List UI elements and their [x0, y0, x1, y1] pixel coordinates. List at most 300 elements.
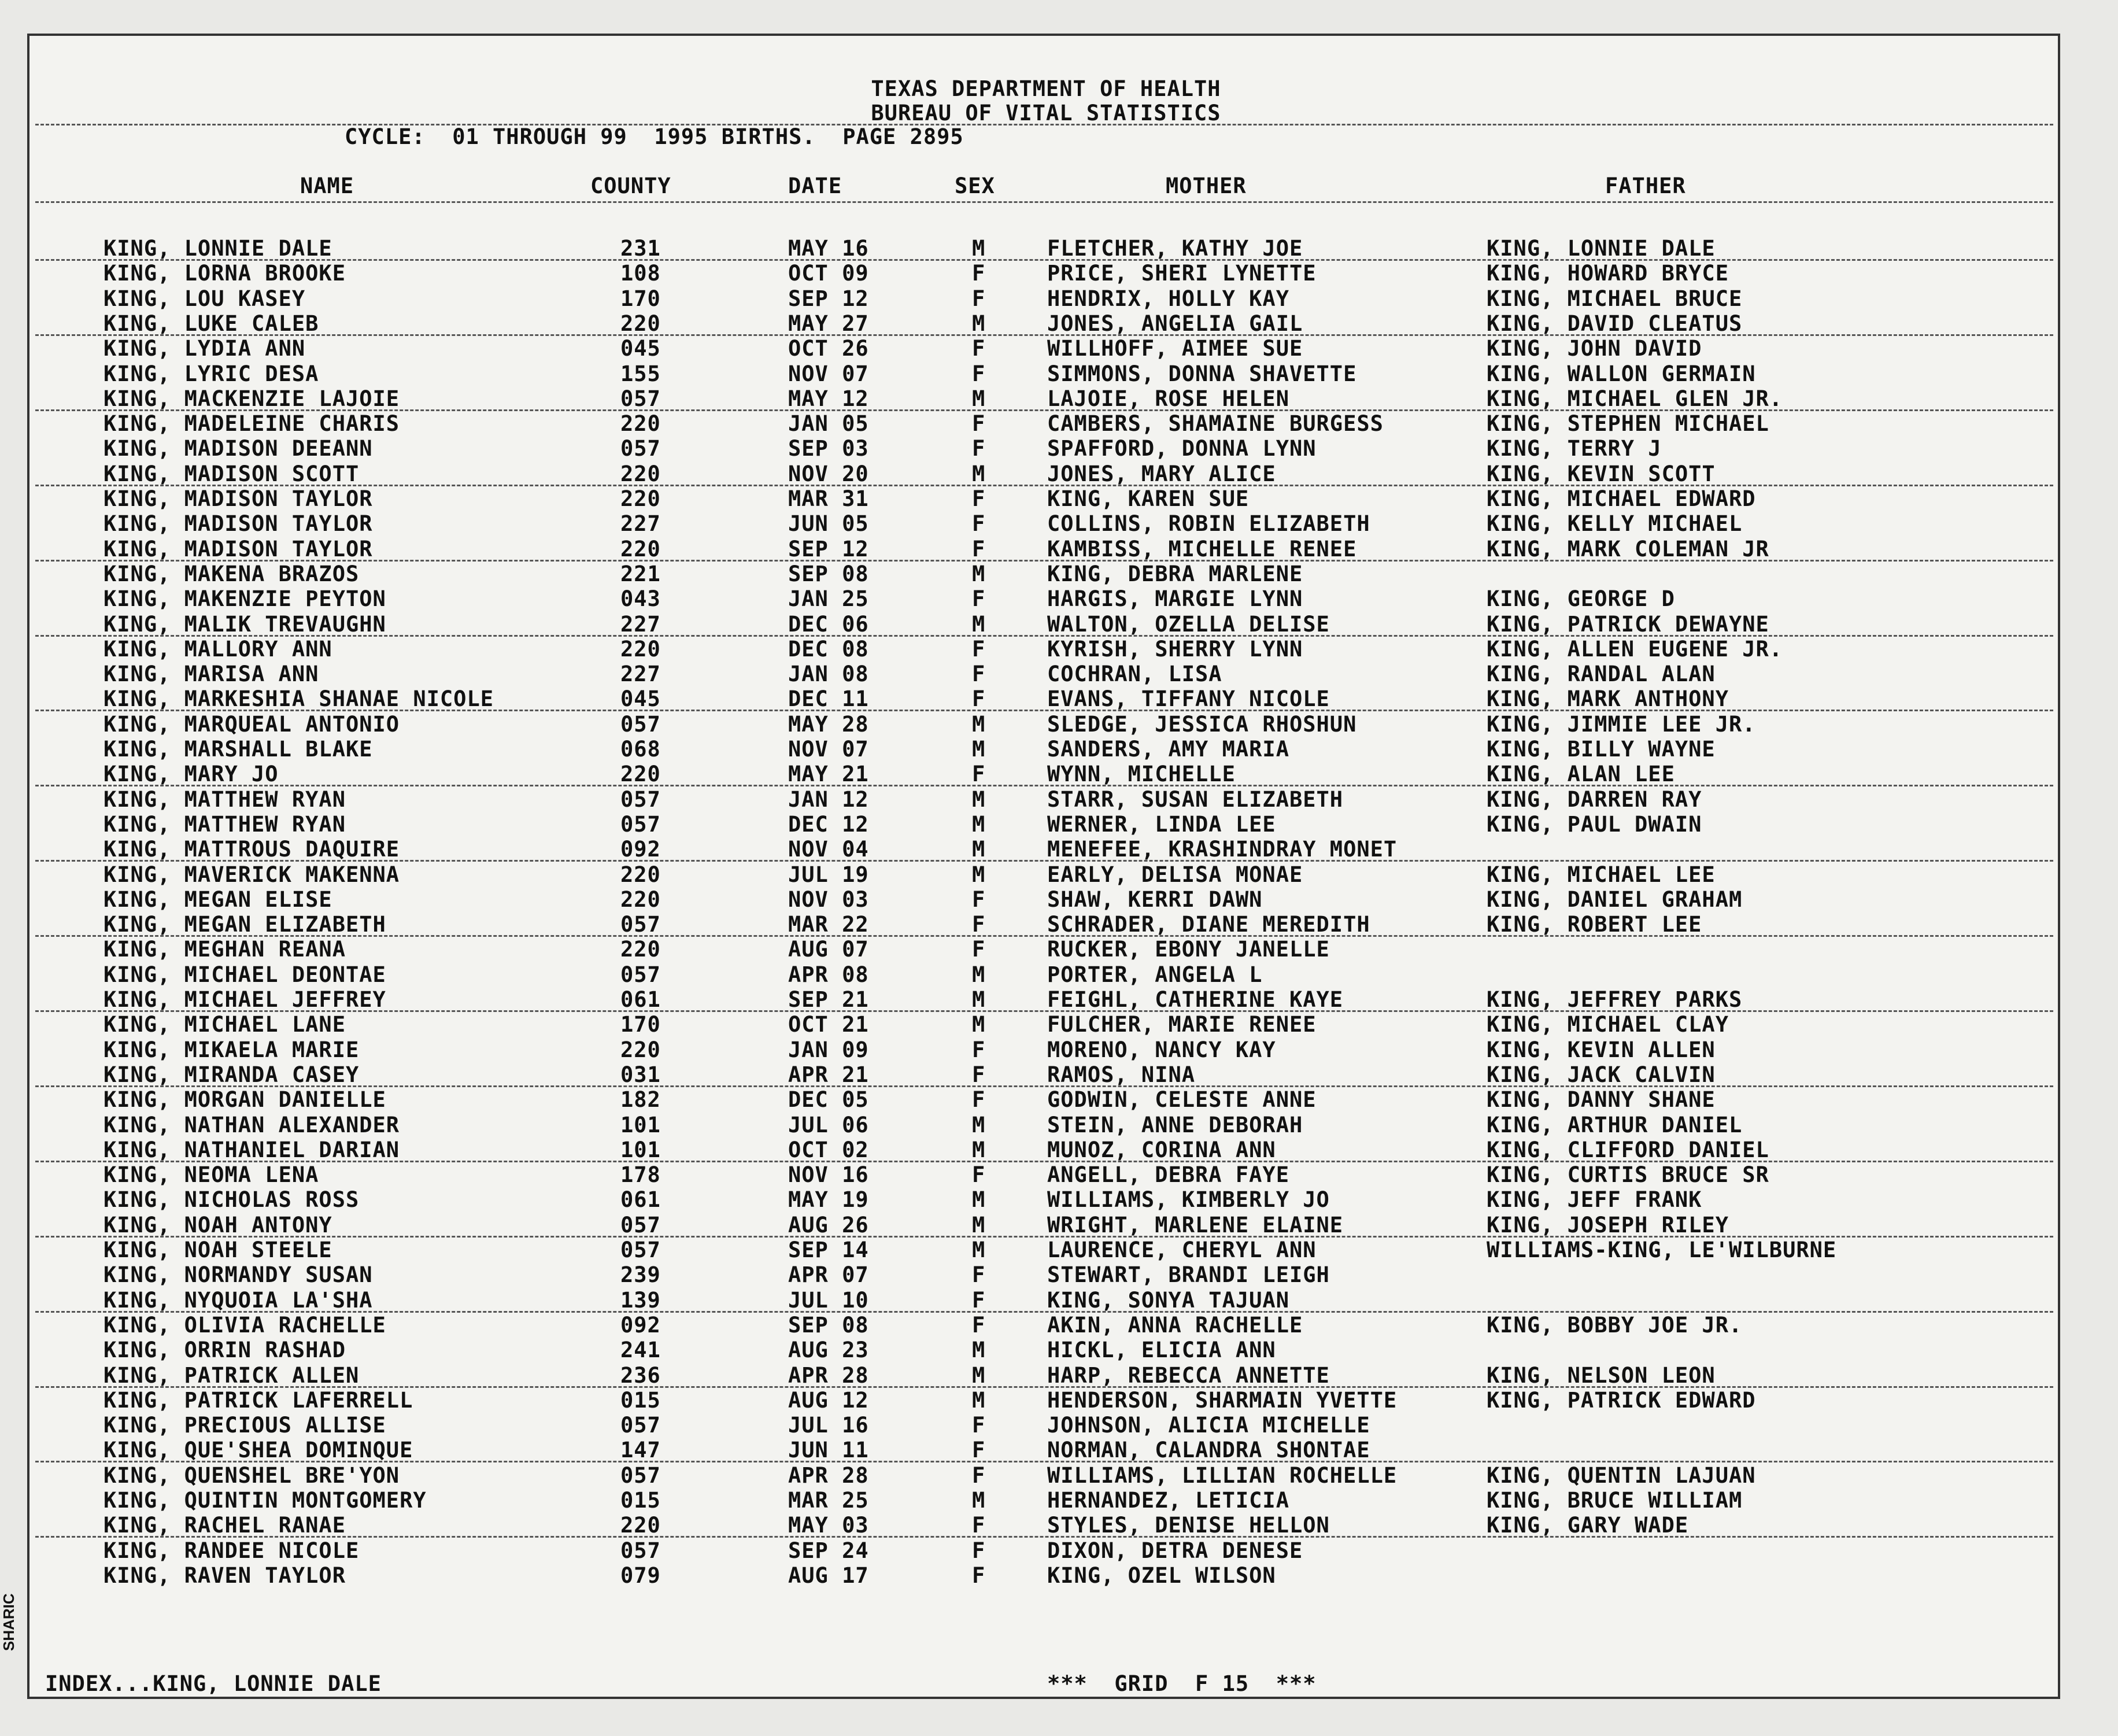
- record-father: KING, JACK CALVIN: [1487, 1062, 1716, 1087]
- column-header-father: FATHER: [1605, 173, 1686, 198]
- record-row: [29, 1037, 2062, 1062]
- record-sex: M: [972, 1137, 986, 1162]
- record-mother: WYNN, MICHELLE: [1047, 762, 1236, 787]
- record-row: [29, 1438, 2062, 1462]
- record-date: OCT 26: [788, 336, 869, 361]
- index-footer: INDEX...KING, LONNIE DALE: [45, 1671, 382, 1696]
- record-name: KING, MICHAEL LANE: [104, 1012, 346, 1037]
- record-row: [29, 737, 2062, 762]
- record-sex: M: [972, 811, 986, 837]
- record-name: KING, LYRIC DESA: [104, 361, 319, 386]
- record-father: KING, JEFF FRANK: [1487, 1187, 1702, 1213]
- record-name: KING, QUINTIN MONTGOMERY: [104, 1488, 427, 1513]
- record-sex: F: [972, 511, 986, 537]
- record-mother: JONES, MARY ALICE: [1047, 461, 1276, 486]
- record-name: KING, LYDIA ANN: [104, 336, 306, 361]
- record-father: KING, MARK ANTHONY: [1487, 686, 1729, 712]
- record-name: KING, MORGAN DANIELLE: [104, 1087, 386, 1113]
- record-sex: F: [972, 286, 986, 311]
- record-mother: MENEFEE, KRASHINDRAY MONET: [1047, 837, 1398, 862]
- record-father: KING, MICHAEL BRUCE: [1487, 286, 1743, 311]
- record-date: NOV 04: [788, 837, 869, 862]
- record-father: KING, DANIEL GRAHAM: [1487, 887, 1743, 912]
- record-row: [29, 486, 2062, 511]
- record-name: KING, MEGAN ELISE: [104, 887, 332, 912]
- record-sex: F: [972, 1287, 986, 1313]
- record-sex: M: [972, 311, 986, 336]
- record-date: NOV 03: [788, 887, 869, 912]
- column-header-date: DATE: [788, 173, 842, 198]
- record-sheet: [27, 34, 2060, 1699]
- record-mother: KING, SONYA TAJUAN: [1047, 1287, 1289, 1313]
- record-county: 057: [620, 711, 661, 737]
- record-county: 178: [620, 1162, 661, 1188]
- record-county: 220: [620, 887, 661, 912]
- record-county: 108: [620, 261, 661, 286]
- record-mother: SLEDGE, JESSICA RHOSHUN: [1047, 711, 1357, 737]
- record-county: 155: [620, 361, 661, 386]
- record-county: 220: [620, 1037, 661, 1062]
- record-father: KING, BRUCE WILLIAM: [1487, 1488, 1743, 1513]
- record-row: [29, 436, 2062, 461]
- record-name: KING, MIKAELA MARIE: [104, 1037, 360, 1062]
- record-name: KING, MADELEINE CHARIS: [104, 411, 400, 437]
- record-county: 057: [620, 786, 661, 812]
- record-name: KING, LONNIE DALE: [104, 236, 332, 261]
- record-county: 220: [620, 862, 661, 887]
- record-date: APR 28: [788, 1462, 869, 1488]
- record-name: KING, MARY JO: [104, 762, 279, 787]
- record-name: KING, MADISON DEEANN: [104, 436, 373, 461]
- record-county: 057: [620, 386, 661, 411]
- record-row: [29, 461, 2062, 486]
- record-county: 057: [620, 1413, 661, 1438]
- record-mother: KYRISH, SHERRY LYNN: [1047, 636, 1303, 662]
- record-date: JUL 06: [788, 1112, 869, 1137]
- record-row: [29, 1413, 2062, 1438]
- record-father: KING, JEFFREY PARKS: [1487, 987, 1743, 1012]
- header-divider: [35, 201, 2053, 203]
- record-date: OCT 21: [788, 1012, 869, 1037]
- record-county: 057: [620, 436, 661, 461]
- record-row: [29, 1062, 2062, 1087]
- record-county: 015: [620, 1387, 661, 1413]
- record-name: KING, RAVEN TAYLOR: [104, 1563, 346, 1588]
- record-mother: STEWART, BRANDI LEIGH: [1047, 1262, 1330, 1288]
- record-name: KING, MATTHEW RYAN: [104, 811, 346, 837]
- record-mother: STEIN, ANNE DEBORAH: [1047, 1112, 1303, 1137]
- record-name: KING, MARISA ANN: [104, 662, 319, 687]
- record-county: 220: [620, 411, 661, 437]
- record-name: KING, NATHANIEL DARIAN: [104, 1137, 400, 1162]
- record-name: KING, MARKESHIA SHANAE NICOLE: [104, 686, 494, 712]
- record-mother: MORENO, NANCY KAY: [1047, 1037, 1276, 1062]
- record-date: OCT 02: [788, 1137, 869, 1162]
- record-county: 092: [620, 1312, 661, 1338]
- record-sex: M: [972, 837, 986, 862]
- record-father: KING, DANNY SHANE: [1487, 1087, 1716, 1113]
- record-date: NOV 07: [788, 737, 869, 762]
- record-date: APR 28: [788, 1362, 869, 1388]
- record-name: KING, NOAH ANTONY: [104, 1212, 332, 1238]
- record-date: JAN 09: [788, 1037, 869, 1062]
- record-name: KING, MARQUEAL ANTONIO: [104, 711, 400, 737]
- record-county: 101: [620, 1112, 661, 1137]
- record-date: MAY 28: [788, 711, 869, 737]
- record-name: KING, NORMANDY SUSAN: [104, 1262, 373, 1288]
- record-county: 170: [620, 286, 661, 311]
- record-row: [29, 1563, 2062, 1588]
- record-name: KING, NEOMA LENA: [104, 1162, 319, 1188]
- record-row: [29, 1162, 2062, 1187]
- record-county: 045: [620, 686, 661, 712]
- record-sex: F: [972, 586, 986, 612]
- record-name: KING, MEGHAN REANA: [104, 937, 346, 962]
- record-sex: M: [972, 1112, 986, 1137]
- record-mother: GODWIN, CELESTE ANNE: [1047, 1087, 1317, 1113]
- record-date: MAY 12: [788, 386, 869, 411]
- record-row: [29, 912, 2062, 937]
- record-name: KING, MALIK TREVAUGHN: [104, 611, 386, 637]
- record-sex: F: [972, 887, 986, 912]
- record-sex: F: [972, 1462, 986, 1488]
- record-county: 139: [620, 1287, 661, 1313]
- record-mother: SANDERS, AMY MARIA: [1047, 737, 1289, 762]
- record-mother: DIXON, DETRA DENESE: [1047, 1538, 1303, 1563]
- record-sex: F: [972, 411, 986, 437]
- record-father: KING, KEVIN SCOTT: [1487, 461, 1716, 486]
- record-sex: F: [972, 1087, 986, 1113]
- record-name: KING, MATTROUS DAQUIRE: [104, 837, 400, 862]
- record-date: MAR 31: [788, 486, 869, 511]
- record-date: AUG 07: [788, 937, 869, 962]
- record-date: AUG 12: [788, 1387, 869, 1413]
- record-sex: F: [972, 436, 986, 461]
- record-mother: KING, OZEL WILSON: [1047, 1563, 1276, 1588]
- record-row: [29, 1363, 2062, 1388]
- record-father: KING, BOBBY JOE JR.: [1487, 1312, 1743, 1338]
- record-date: DEC 11: [788, 686, 869, 712]
- record-mother: WILLIAMS, LILLIAN ROCHELLE: [1047, 1462, 1398, 1488]
- record-row: [29, 1113, 2062, 1137]
- record-mother: RUCKER, EBONY JANELLE: [1047, 937, 1330, 962]
- record-county: 045: [620, 336, 661, 361]
- record-mother: RAMOS, NINA: [1047, 1062, 1196, 1087]
- record-sex: F: [972, 686, 986, 712]
- record-sex: F: [972, 912, 986, 937]
- record-father: KING, NELSON LEON: [1487, 1362, 1716, 1388]
- record-father: KING, MICHAEL EDWARD: [1487, 486, 1756, 511]
- record-row: [29, 562, 2062, 586]
- record-date: OCT 09: [788, 261, 869, 286]
- record-row: [29, 1262, 2062, 1287]
- record-father: KING, ALAN LEE: [1487, 762, 1675, 787]
- record-sex: F: [972, 1563, 986, 1588]
- record-row: [29, 286, 2062, 311]
- record-mother: PORTER, ANGELA L: [1047, 962, 1263, 987]
- record-mother: HARP, REBECCA ANNETTE: [1047, 1362, 1330, 1388]
- record-row: [29, 662, 2062, 686]
- record-father: KING, HOWARD BRYCE: [1487, 261, 1729, 286]
- record-date: SEP 08: [788, 1312, 869, 1338]
- bureau-title: BUREAU OF VITAL STATISTICS: [871, 101, 1221, 125]
- record-date: JUL 19: [788, 862, 869, 887]
- record-county: 220: [620, 937, 661, 962]
- record-father: KING, ALLEN EUGENE JR.: [1487, 636, 1783, 662]
- record-date: JAN 25: [788, 586, 869, 612]
- record-row: [29, 937, 2062, 962]
- record-father: KING, BILLY WAYNE: [1487, 737, 1716, 762]
- record-name: KING, MATTHEW RYAN: [104, 786, 346, 812]
- record-mother: WILLIAMS, KIMBERLY JO: [1047, 1187, 1330, 1213]
- record-row: [29, 1338, 2062, 1362]
- record-mother: KAMBISS, MICHELLE RENEE: [1047, 536, 1357, 562]
- record-mother: HENDERSON, SHARMAIN YVETTE: [1047, 1387, 1398, 1413]
- record-name: KING, ORRIN RASHAD: [104, 1338, 346, 1363]
- record-father: KING, DAVID CLEATUS: [1487, 311, 1743, 336]
- record-mother: AKIN, ANNA RACHELLE: [1047, 1312, 1303, 1338]
- column-header-sex: SEX: [955, 173, 995, 198]
- side-label: SHARIC: [0, 1593, 17, 1651]
- record-row: [29, 537, 2062, 562]
- record-county: 061: [620, 1187, 661, 1213]
- record-father: KING, MARK COLEMAN JR: [1487, 536, 1769, 562]
- record-date: SEP 21: [788, 987, 869, 1012]
- record-mother: EARLY, DELISA MONAE: [1047, 862, 1303, 887]
- record-row: [29, 1388, 2062, 1413]
- record-name: KING, OLIVIA RACHELLE: [104, 1312, 386, 1338]
- record-row: [29, 1213, 2062, 1238]
- record-sex: M: [972, 1012, 986, 1037]
- record-sex: M: [972, 1238, 986, 1262]
- record-sex: F: [972, 1062, 986, 1087]
- record-mother: WERNER, LINDA LEE: [1047, 811, 1276, 837]
- department-title: TEXAS DEPARTMENT OF HEALTH: [871, 76, 1221, 101]
- record-date: SEP 12: [788, 536, 869, 562]
- record-sex: F: [972, 1037, 986, 1062]
- record-mother: JOHNSON, ALICIA MICHELLE: [1047, 1413, 1370, 1438]
- record-father: KING, STEPHEN MICHAEL: [1487, 411, 1769, 437]
- record-mother: COLLINS, ROBIN ELIZABETH: [1047, 511, 1370, 537]
- record-sex: F: [972, 336, 986, 361]
- record-county: 147: [620, 1438, 661, 1463]
- record-county: 057: [620, 912, 661, 937]
- record-sex: F: [972, 762, 986, 787]
- record-sex: F: [972, 1438, 986, 1463]
- record-date: DEC 05: [788, 1087, 869, 1113]
- record-sex: M: [972, 1187, 986, 1213]
- record-date: AUG 23: [788, 1338, 869, 1363]
- record-father: KING, CLIFFORD DANIEL: [1487, 1137, 1769, 1162]
- record-father: KING, PAUL DWAIN: [1487, 811, 1702, 837]
- record-sex: F: [972, 536, 986, 562]
- record-county: 220: [620, 636, 661, 662]
- grid-footer: *** GRID F 15 ***: [1047, 1671, 1317, 1696]
- record-county: 227: [620, 662, 661, 687]
- record-father: KING, GARY WADE: [1487, 1513, 1689, 1538]
- record-father: WILLIAMS-KING, LE'WILBURNE: [1487, 1238, 1837, 1262]
- record-mother: PRICE, SHERI LYNETTE: [1047, 261, 1317, 286]
- record-county: 057: [620, 1462, 661, 1488]
- record-row: [29, 1463, 2062, 1488]
- record-mother: NORMAN, CALANDRA SHONTAE: [1047, 1438, 1370, 1463]
- record-sex: M: [972, 786, 986, 812]
- record-name: KING, PRECIOUS ALLISE: [104, 1413, 386, 1438]
- record-row: [29, 511, 2062, 536]
- record-row: [29, 1137, 2062, 1162]
- record-date: SEP 12: [788, 286, 869, 311]
- record-date: MAY 16: [788, 236, 869, 261]
- record-name: KING, LOU KASEY: [104, 286, 306, 311]
- record-name: KING, MADISON TAYLOR: [104, 536, 373, 562]
- record-date: DEC 06: [788, 611, 869, 637]
- record-name: KING, MAVERICK MAKENNA: [104, 862, 400, 887]
- record-sex: F: [972, 486, 986, 511]
- record-date: JUL 10: [788, 1287, 869, 1313]
- record-father: KING, LONNIE DALE: [1487, 236, 1716, 261]
- record-county: 061: [620, 987, 661, 1012]
- record-row: [29, 887, 2062, 912]
- record-mother: MUNOZ, CORINA ANN: [1047, 1137, 1276, 1162]
- record-county: 221: [620, 561, 661, 586]
- record-date: JUN 11: [788, 1438, 869, 1463]
- column-header-county: COUNTY: [590, 173, 671, 198]
- record-sex: M: [972, 236, 986, 261]
- record-sex: M: [972, 1212, 986, 1238]
- record-mother: HERNANDEZ, LETICIA: [1047, 1488, 1289, 1513]
- record-father: KING, MICHAEL GLEN JR.: [1487, 386, 1783, 411]
- record-county: 220: [620, 536, 661, 562]
- record-date: DEC 12: [788, 811, 869, 837]
- record-mother: SPAFFORD, DONNA LYNN: [1047, 436, 1317, 461]
- record-row: [29, 1488, 2062, 1513]
- record-row: [29, 1238, 2062, 1262]
- record-county: 227: [620, 511, 661, 537]
- record-sex: F: [972, 1162, 986, 1188]
- record-name: KING, QUENSHEL BRE'YON: [104, 1462, 400, 1488]
- record-mother: WILLHOFF, AIMEE SUE: [1047, 336, 1303, 361]
- record-mother: HENDRIX, HOLLY KAY: [1047, 286, 1289, 311]
- record-mother: STARR, SUSAN ELIZABETH: [1047, 786, 1344, 812]
- record-name: KING, MICHAEL DEONTAE: [104, 962, 386, 987]
- record-county: 079: [620, 1563, 661, 1588]
- record-date: DEC 08: [788, 636, 869, 662]
- record-sex: F: [972, 1413, 986, 1438]
- record-county: 031: [620, 1062, 661, 1087]
- record-father: KING, KEVIN ALLEN: [1487, 1037, 1716, 1062]
- column-header-name: NAME: [300, 173, 354, 198]
- record-sex: F: [972, 937, 986, 962]
- record-mother: SHAW, KERRI DAWN: [1047, 887, 1263, 912]
- record-row: [29, 1538, 2062, 1563]
- record-row: [29, 812, 2062, 837]
- record-row: [29, 311, 2062, 336]
- record-date: APR 21: [788, 1062, 869, 1087]
- record-father: KING, TERRY J: [1487, 436, 1662, 461]
- record-name: KING, MIRANDA CASEY: [104, 1062, 360, 1087]
- record-father: KING, KELLY MICHAEL: [1487, 511, 1743, 537]
- record-date: SEP 14: [788, 1238, 869, 1262]
- record-sex: M: [972, 1338, 986, 1363]
- record-county: 101: [620, 1137, 661, 1162]
- record-name: KING, PATRICK LAFERRELL: [104, 1387, 413, 1413]
- record-name: KING, MAKENA BRAZOS: [104, 561, 360, 586]
- record-mother: KING, DEBRA MARLENE: [1047, 561, 1303, 586]
- record-county: 220: [620, 311, 661, 336]
- record-county: 220: [620, 486, 661, 511]
- record-father: KING, CURTIS BRUCE SR: [1487, 1162, 1769, 1188]
- record-county: 231: [620, 236, 661, 261]
- record-mother: JONES, ANGELIA GAIL: [1047, 311, 1303, 336]
- record-sex: M: [972, 1362, 986, 1388]
- record-date: MAR 25: [788, 1488, 869, 1513]
- record-sex: M: [972, 737, 986, 762]
- record-county: 239: [620, 1262, 661, 1288]
- record-name: KING, MADISON SCOTT: [104, 461, 360, 486]
- record-sex: F: [972, 261, 986, 286]
- record-name: KING, MACKENZIE LAJOIE: [104, 386, 400, 411]
- record-row: [29, 612, 2062, 637]
- record-county: 227: [620, 611, 661, 637]
- record-father: KING, RANDAL ALAN: [1487, 662, 1716, 687]
- record-father: KING, PATRICK EDWARD: [1487, 1387, 1756, 1413]
- record-row: [29, 686, 2062, 711]
- record-county: 057: [620, 1238, 661, 1262]
- record-sex: F: [972, 636, 986, 662]
- cycle-line: CYCLE: 01 THROUGH 99 1995 BIRTHS. PAGE 2895: [345, 124, 964, 149]
- record-row: [29, 1012, 2062, 1037]
- record-mother: FULCHER, MARIE RENEE: [1047, 1012, 1317, 1037]
- record-sex: M: [972, 987, 986, 1012]
- record-date: JUN 05: [788, 511, 869, 537]
- record-date: MAY 21: [788, 762, 869, 787]
- record-mother: WALTON, OZELLA DELISE: [1047, 611, 1330, 637]
- record-mother: KING, KAREN SUE: [1047, 486, 1250, 511]
- record-mother: STYLES, DENISE HELLON: [1047, 1513, 1330, 1538]
- record-row: [29, 987, 2062, 1012]
- record-name: KING, MEGAN ELIZABETH: [104, 912, 386, 937]
- record-father: KING, GEORGE D: [1487, 586, 1675, 612]
- record-name: KING, LORNA BROOKE: [104, 261, 346, 286]
- record-row: [29, 637, 2062, 662]
- record-row: [29, 762, 2062, 786]
- record-date: MAR 22: [788, 912, 869, 937]
- record-sex: M: [972, 561, 986, 586]
- record-father: KING, DARREN RAY: [1487, 786, 1702, 812]
- record-sex: M: [972, 1387, 986, 1413]
- record-county: 220: [620, 461, 661, 486]
- record-father: KING, MICHAEL CLAY: [1487, 1012, 1729, 1037]
- record-sex: M: [972, 1488, 986, 1513]
- record-mother: EVANS, TIFFANY NICOLE: [1047, 686, 1330, 712]
- record-mother: LAURENCE, CHERYL ANN: [1047, 1238, 1317, 1262]
- record-name: KING, MAKENZIE PEYTON: [104, 586, 386, 612]
- record-mother: SCHRADER, DIANE MEREDITH: [1047, 912, 1370, 937]
- record-date: NOV 07: [788, 361, 869, 386]
- record-mother: FEIGHL, CATHERINE KAYE: [1047, 987, 1344, 1012]
- record-father: KING, PATRICK DEWAYNE: [1487, 611, 1769, 637]
- record-name: KING, PATRICK ALLEN: [104, 1362, 360, 1388]
- record-father: KING, ROBERT LEE: [1487, 912, 1702, 937]
- record-county: 170: [620, 1012, 661, 1037]
- record-county: 182: [620, 1087, 661, 1113]
- record-row: [29, 1288, 2062, 1313]
- record-date: AUG 17: [788, 1563, 869, 1588]
- record-mother: WRIGHT, MARLENE ELAINE: [1047, 1212, 1344, 1238]
- record-date: AUG 26: [788, 1212, 869, 1238]
- record-mother: SIMMONS, DONNA SHAVETTE: [1047, 361, 1357, 386]
- record-sex: M: [972, 386, 986, 411]
